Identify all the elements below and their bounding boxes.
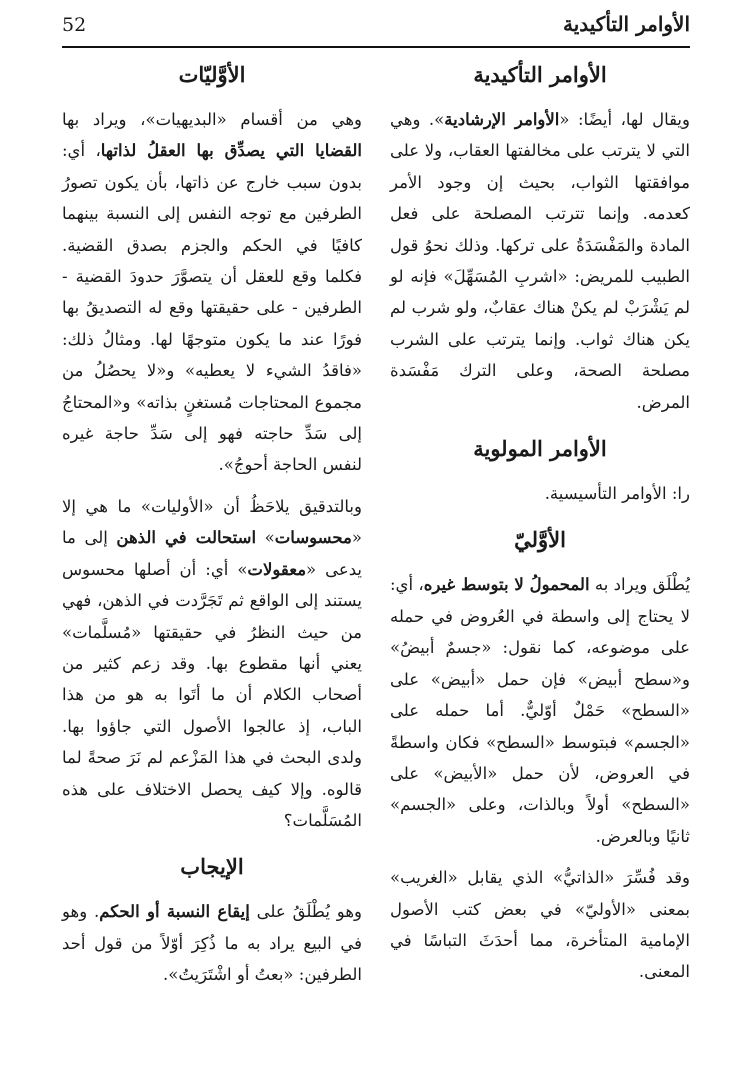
running-title: الأوامر التأكيدية <box>562 12 690 36</box>
entry-heading: الأوَّليّ <box>514 527 566 553</box>
entry-heading: الأوامر المولوية <box>473 436 607 462</box>
page-number: 52 <box>62 14 87 36</box>
entry-heading: الإيجاب <box>180 854 244 880</box>
left-column <box>62 58 362 991</box>
entry-affirmation <box>62 850 362 990</box>
entry-emphatic-commands <box>390 58 690 418</box>
entry-primary <box>390 523 690 987</box>
entry-body: وهو يُطْلَقُ على إيقاع النسبة أو الحكم. وهو في البيع يراد به ما ذُكِرَ أوّلاً من قول أحد الطرفين: «بعتُ أو اشْتَرَيتُ». <box>62 902 362 985</box>
entry-mawlawi-commands <box>390 432 690 509</box>
entry-heading: الأوامر التأكيدية <box>473 62 607 87</box>
entry-body: يُطْلَق ويراد به المحمولُ لا بتوسط غيره، أي: لا يحتاج إلى واسطة في العُروض في حمله على موضوعه، كما نقول: «جسمٌ أبيضُ» و«سطح أبيض» فإن حمل «أبيض» على «السطح» حَمْلٌ أوّليٌّ. أما حمله على «الجسم» فبتوسط «السطح» فكان واسطةً في العروض، لأن حمل «الأبيض» على «السطح» أولاً وبالذات، وعلى «الجسم» ثانيًا وبالعرض. <box>390 575 690 846</box>
right-column <box>390 58 690 988</box>
entry-body: وهي من أقسام «البديهيات»، ويراد بها القضايا التي يصدِّق بها العقلُ لذاتها، أي: بدون سبب خارج عن ذاتها، بأن يكون تصورُ الطرفين مع توجه النفس إلى النسبة بينهما كافيًا في الحكم والجزم بصدق القضية. فكلما وقع للعقل أن يتصوَّرَ حدودَ القضية - الطرفين - على حقيقتها وقع له التصديقُ بها فورًا عند ما يكون متوجهًا لها. ومثالُ ذلك: «فاقدُ الشيء لا يعطيه» و«لا يحصُلُ من مجموع المحتاجات مُستغنٍ بذاته» و«المحتاجُ إلى سَدِّ حاجته فهو إلى سَدِّ حاجة غيره لنفس الحاجة أحوجُ». <box>62 110 362 475</box>
entry-heading: الأوَّليّات <box>178 62 246 87</box>
page-header <box>62 8 690 46</box>
entry-primaries <box>62 58 362 836</box>
entry-body: را: الأوامر التأسيسية. <box>544 484 690 504</box>
entry-body: وقد فُسِّرَ «الذاتيُّ» الذي يقابل «الغريب» بمعنى «الأوليّ» في بعض كتب الأصول الإمامية المتأخرة، مما أحدَثَ التباسًا في المعنى. <box>390 868 690 982</box>
header-rule <box>62 46 690 48</box>
entry-body: وبالتدقيق يلاحَظُ أن «الأوليات» ما هي إلا «محسوسات» استحالت في الذهن إلى ما يدعى «معقولات» أي: أن أصلها محسوس يستند إلى الواقع ثم تَجَرَّدت في الذهن، فهي من حيث النظرُ في حقيقتها «مُسلَّمات» يعني أنها مقطوع بها. وقد زعم كثير من أصحاب الكلام أن ما أتَوا به هو من هذا الباب، إذ عالجوا الأصول التي جاؤوا بها. ولدى البحث في هذا المَزْعم لم نَرَ صحةً لما قالوه. وإلا كيف يحصل الاختلاف على هذه المُسَلَّمات؟ <box>62 496 362 830</box>
entry-body: ويقال لها، أيضًا: «الأوامر الإرشادية». وهي التي لا يترتب على مخالفتها العقاب، ولا على موافقتها الثواب، بحيث إن وجود الأمر كعدمه. وإنما تترتب المصلحة على فعل المادة والمَفْسَدَةُ على تركها. وذلك نحوُ قول الطبيب للمريض: «اشربِ المُسَهِّلَ» فإنه لو لم يَشْرَبْ لم يكنْ هناك عقابٌ، ولو شرب لم يكن هناك ثواب. وإنما يترتب على الشرب مصلحة الصحة، وعلى الترك مَفْسَدة المرض. <box>390 110 690 412</box>
